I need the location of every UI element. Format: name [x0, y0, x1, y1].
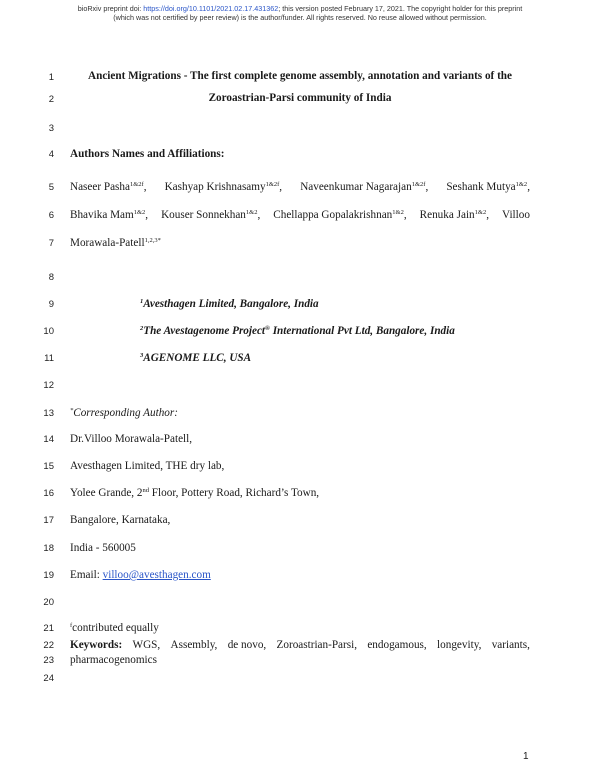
keywords-line-2: pharmacogenomics [70, 654, 157, 666]
authors-line-3 [70, 236, 161, 250]
authors-line-2 [70, 208, 530, 222]
keyword: de novo, [227, 639, 267, 651]
corresponding-city: Bangalore, Karnataka, [70, 514, 171, 526]
footnote: $^f$contributed equally [70, 622, 159, 634]
line-number: 18 [43, 543, 54, 554]
corresponding-email: Email: villoo@avesthagen.com [70, 569, 211, 581]
line-number: 9 [48, 299, 54, 310]
affiliation-3: $^3$AGENOME LLC, USA [140, 352, 252, 364]
author: Seshank Mutya$^{1\&2}$, [446, 181, 530, 193]
line-number: 13 [43, 408, 54, 419]
keyword: longevity, [437, 639, 482, 651]
line-number: 22 [43, 640, 54, 651]
keywords-line-1 [70, 638, 530, 652]
line-number: 14 [43, 434, 54, 445]
line-number: 8 [48, 272, 54, 283]
author: Morawala-Patell$^{1,2,3*}$ [70, 237, 161, 249]
line-number: 6 [48, 210, 54, 221]
corresponding-address: Yolee Grande, 2nd Floor, Pottery Road, Richard’s Town, [70, 487, 320, 499]
author: Naveenkumar Nagarajan$^{1\&2f}$, [300, 181, 429, 193]
keyword: variants, [491, 639, 530, 651]
line-number: 12 [43, 380, 54, 391]
header-line-1: bioRxiv preprint doi: https://doi.org/10.1101/2021.02.17.431362; this version posted February 17, 2021. The copyright holder for this preprint [77, 4, 523, 13]
corresponding-label: *Corresponding Author: [70, 407, 178, 419]
paper-title-line-2: Zoroastrian-Parsi community of India [208, 92, 392, 104]
keyword: Zoroastrian-Parsi, [276, 639, 358, 651]
keyword: WGS, [132, 639, 161, 651]
line-number: 15 [43, 461, 54, 472]
author: Chellappa Gopalakrishnan$^{1\&2}$, [273, 209, 407, 221]
line-number: 21 [43, 623, 54, 634]
line-number: 4 [48, 149, 54, 160]
author: Kouser Sonnekhan$^{1\&2}$, [161, 209, 261, 221]
author: Bhavika Mam$^{1\&2}$, [70, 209, 149, 221]
author: Naseer Pasha$^{1\&2f}$, [70, 181, 147, 193]
corresponding-org: Avesthagen Limited, THE dry lab, [70, 460, 225, 472]
keyword: endogamous, [367, 639, 427, 651]
affiliation-1: $^1$Avesthagen Limited, Bangalore, India [140, 298, 319, 310]
line-number: 20 [43, 597, 54, 608]
email-link[interactable]: villoo@avesthagen.com [102, 569, 211, 581]
line-number: 24 [43, 673, 54, 684]
corresponding-name: Dr.Villoo Morawala-Patell, [70, 433, 193, 445]
authors-heading: Authors Names and Affiliations: [70, 148, 225, 160]
line-number: 7 [48, 238, 54, 249]
header-line-2: (which was not certified by peer review) is the author/funder. All rights reserved. No reuse allowed without permission. [113, 13, 487, 22]
line-number: 3 [48, 123, 54, 134]
line-number: 16 [43, 488, 54, 499]
paper-title-line-1: Ancient Migrations - The first complete genome assembly, annotation and variants of the [88, 70, 512, 82]
line-number: 17 [43, 515, 54, 526]
line-number: 11 [44, 353, 54, 364]
author: Kashyap Krishnasamy$^{1\&2f}$, [164, 181, 283, 193]
line-number: 1 [48, 72, 54, 83]
line-number: 10 [43, 326, 54, 337]
keywords-label: Keywords: [70, 639, 123, 651]
line-number: 23 [43, 655, 54, 666]
preprint-header [0, 4, 600, 22]
line-number: 5 [48, 182, 54, 193]
corresponding-postal: India - 560005 [70, 542, 136, 554]
authors-line-1 [70, 180, 530, 194]
page-number: 1 [523, 751, 529, 762]
author: Renuka Jain$^{1\&2}$, [419, 209, 490, 221]
doi-link[interactable]: https://doi.org/10.1101/2021.02.17.431362 [143, 4, 279, 13]
author: Villoo [502, 209, 530, 221]
affiliation-2: $^2$The Avestagenome Project® International Pvt Ltd, Bangalore, India [140, 325, 455, 337]
line-number: 2 [48, 94, 54, 105]
keyword: Assembly, [170, 639, 218, 651]
line-number: 19 [43, 570, 54, 581]
